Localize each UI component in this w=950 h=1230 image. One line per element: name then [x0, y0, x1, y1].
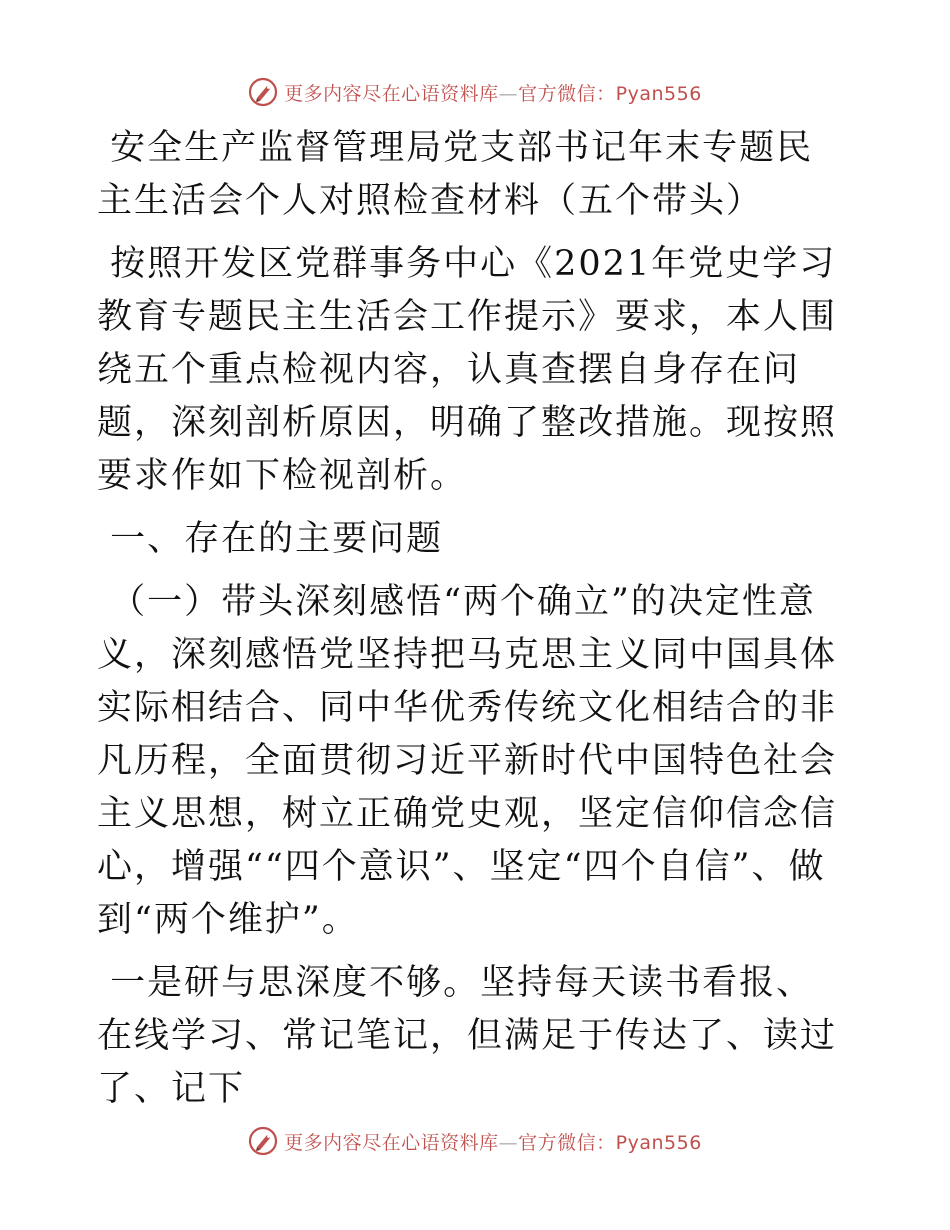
intro-paragraph: 按照开发区党群事务中心《2021年党史学习教育专题民主生活会工作提示》要求，本人围绕五个重点检视内容，认真查摆自身存在问题，深刻剖析原因，明确了整改措施。现按照要求作如下检视剖析。: [97, 244, 838, 496]
pen-logo-icon: [248, 1126, 278, 1156]
section-heading: 一、存在的主要问题: [97, 519, 444, 559]
watermark-dash: —: [498, 1131, 519, 1154]
watermark-brand: 更多内容尽在心语资料库: [284, 1131, 499, 1154]
watermark-brand: 更多内容尽在心语资料库: [284, 82, 499, 105]
watermark-dash: —: [498, 82, 519, 105]
item-one-paragraph: （一）带头深刻感悟“两个确立”的决定性意义，深刻感悟党坚持把马克思主义同中国具体实际相结合、同中华优秀传统文化相结合的非凡历程，全面贯彻习近平新时代中国特色社会主义思想，树立正确党史观，坚定信仰信念信心，增强““四个意识”、坚定“四个自信”、做到“两个维护”。: [97, 582, 838, 940]
watermark-text: [284, 79, 702, 106]
point-one-paragraph: 一是研与思深度不够。坚持每天读书看报、在线学习、常记笔记，但满足于传达了、读过了、记下: [97, 963, 838, 1109]
pen-logo-icon: [248, 77, 278, 107]
header-watermark: [0, 72, 950, 112]
footer-watermark: [0, 1121, 950, 1161]
watermark-contact: 官方微信：Pyan556: [518, 1131, 702, 1154]
watermark-contact: 官方微信：Pyan556: [518, 82, 702, 105]
document-title: 安全生产监督管理局党支部书记年末专题民主生活会个人对照检查材料（五个带头）: [97, 128, 814, 221]
document-body: [97, 122, 849, 1116]
watermark-text: [284, 1128, 702, 1155]
